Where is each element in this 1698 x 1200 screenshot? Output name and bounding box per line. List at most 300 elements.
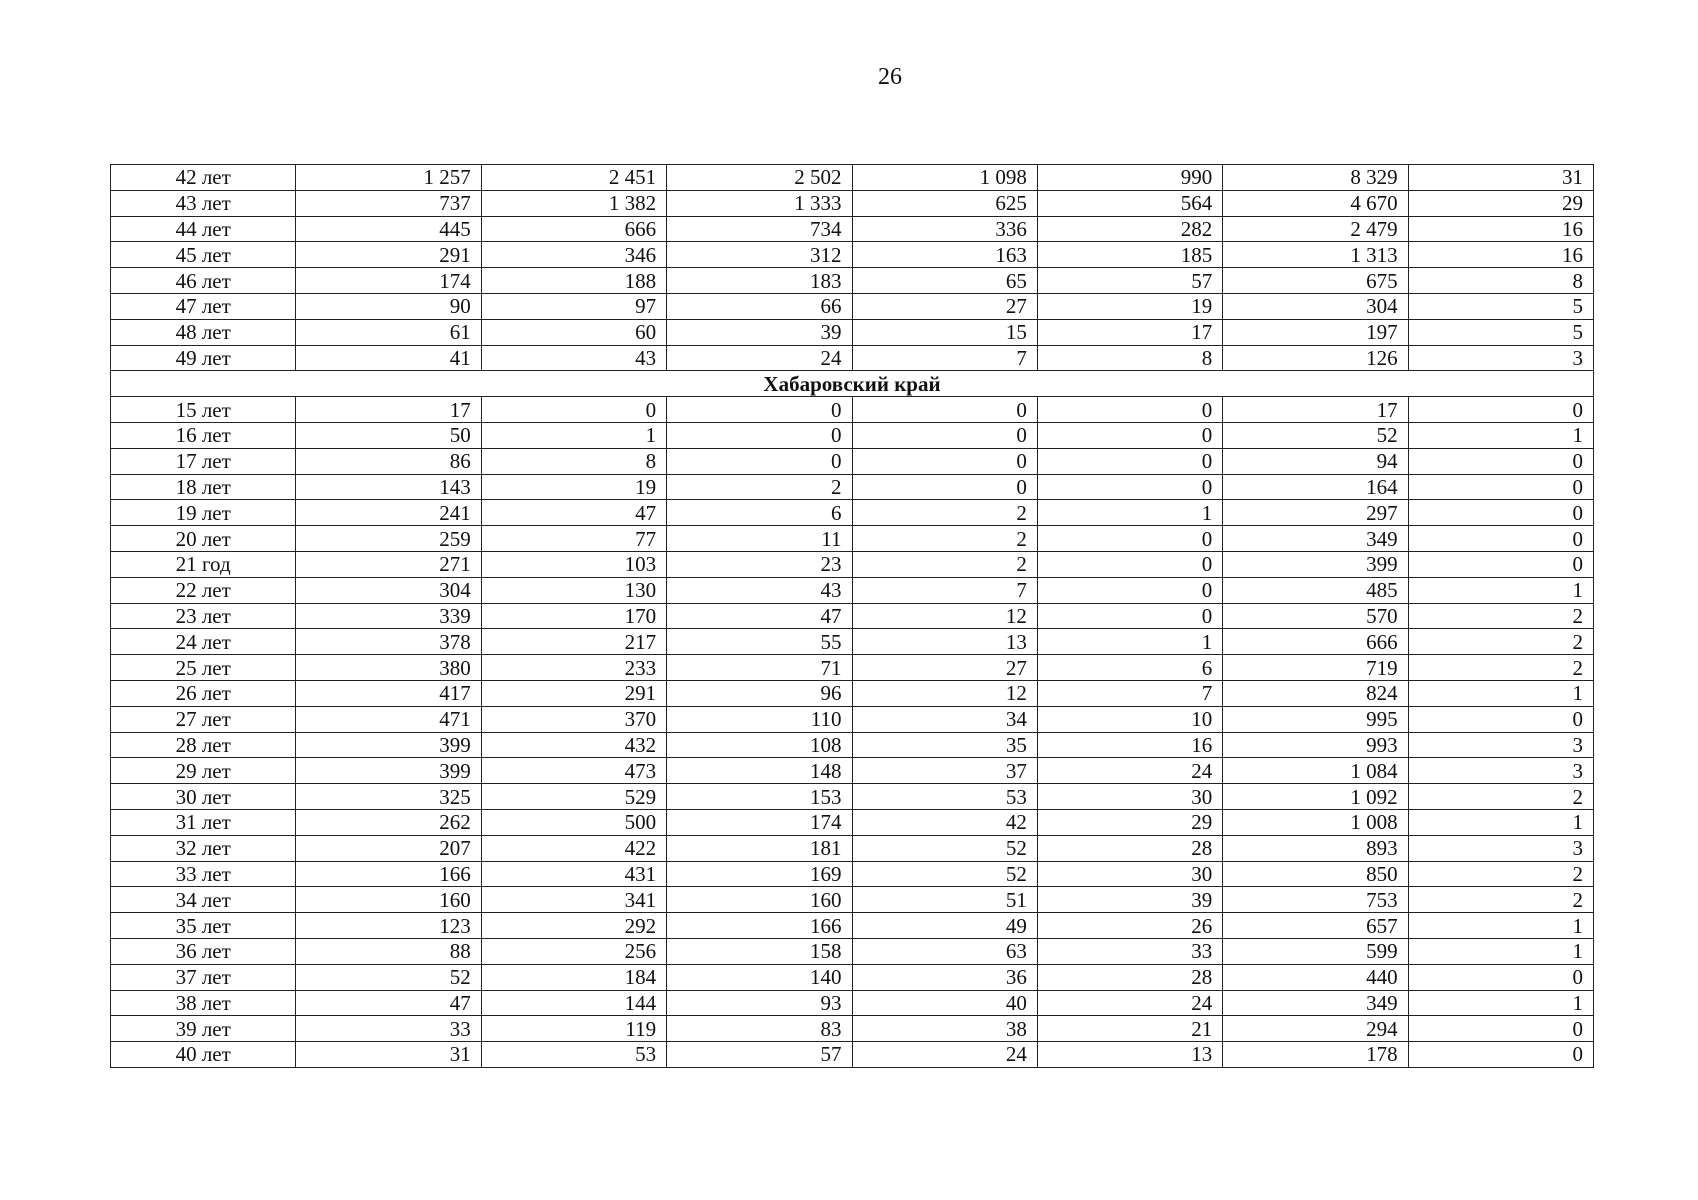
value-cell: 26 [1037, 913, 1222, 939]
value-cell: 990 [1037, 165, 1222, 191]
value-cell: 183 [667, 268, 852, 294]
age-cell: 15 лет [111, 397, 296, 423]
value-cell: 431 [481, 861, 666, 887]
age-cell: 43 лет [111, 190, 296, 216]
age-cell: 36 лет [111, 938, 296, 964]
value-cell: 31 [1408, 165, 1593, 191]
value-cell: 325 [296, 784, 481, 810]
age-cell: 38 лет [111, 990, 296, 1016]
value-cell: 217 [481, 629, 666, 655]
value-cell: 30 [1037, 784, 1222, 810]
value-cell: 0 [1408, 964, 1593, 990]
value-cell: 36 [852, 964, 1037, 990]
value-cell: 37 [852, 758, 1037, 784]
value-cell: 399 [296, 758, 481, 784]
value-cell: 47 [667, 603, 852, 629]
age-cell: 16 лет [111, 422, 296, 448]
value-cell: 160 [296, 887, 481, 913]
value-cell: 1 257 [296, 165, 481, 191]
age-cell: 44 лет [111, 216, 296, 242]
table-row [111, 293, 1594, 319]
value-cell: 256 [481, 938, 666, 964]
table-row [111, 216, 1594, 242]
value-cell: 271 [296, 551, 481, 577]
table-row [111, 629, 1594, 655]
value-cell: 119 [481, 1016, 666, 1042]
value-cell: 153 [667, 784, 852, 810]
value-cell: 17 [1037, 319, 1222, 345]
table-row [111, 268, 1594, 294]
value-cell: 339 [296, 603, 481, 629]
value-cell: 61 [296, 319, 481, 345]
value-cell: 370 [481, 706, 666, 732]
value-cell: 51 [852, 887, 1037, 913]
value-cell: 47 [481, 500, 666, 526]
value-cell: 1 092 [1223, 784, 1408, 810]
value-cell: 1 [1408, 577, 1593, 603]
value-cell: 564 [1037, 190, 1222, 216]
age-cell: 21 год [111, 551, 296, 577]
age-cell: 19 лет [111, 500, 296, 526]
value-cell: 170 [481, 603, 666, 629]
age-cell: 22 лет [111, 577, 296, 603]
value-cell: 1 098 [852, 165, 1037, 191]
value-cell: 43 [481, 345, 666, 371]
value-cell: 675 [1223, 268, 1408, 294]
table-row [111, 1042, 1594, 1068]
value-cell: 993 [1223, 732, 1408, 758]
age-cell: 47 лет [111, 293, 296, 319]
value-cell: 0 [852, 448, 1037, 474]
value-cell: 0 [1408, 526, 1593, 552]
value-cell: 4 670 [1223, 190, 1408, 216]
value-cell: 0 [667, 448, 852, 474]
value-cell: 86 [296, 448, 481, 474]
value-cell: 108 [667, 732, 852, 758]
value-cell: 160 [667, 887, 852, 913]
value-cell: 0 [1408, 448, 1593, 474]
value-cell: 529 [481, 784, 666, 810]
age-cell: 42 лет [111, 165, 296, 191]
table-row [111, 964, 1594, 990]
value-cell: 174 [667, 809, 852, 835]
value-cell: 33 [296, 1016, 481, 1042]
value-cell: 3 [1408, 732, 1593, 758]
value-cell: 96 [667, 680, 852, 706]
value-cell: 13 [852, 629, 1037, 655]
value-cell: 259 [296, 526, 481, 552]
value-cell: 378 [296, 629, 481, 655]
table-row [111, 835, 1594, 861]
value-cell: 346 [481, 242, 666, 268]
value-cell: 35 [852, 732, 1037, 758]
value-cell: 485 [1223, 577, 1408, 603]
value-cell: 12 [852, 680, 1037, 706]
value-cell: 666 [481, 216, 666, 242]
value-cell: 148 [667, 758, 852, 784]
value-cell: 40 [852, 990, 1037, 1016]
value-cell: 1 [1408, 422, 1593, 448]
value-cell: 43 [667, 577, 852, 603]
value-cell: 5 [1408, 293, 1593, 319]
age-cell: 46 лет [111, 268, 296, 294]
value-cell: 0 [1037, 448, 1222, 474]
value-cell: 164 [1223, 474, 1408, 500]
value-cell: 29 [1037, 809, 1222, 835]
value-cell: 850 [1223, 861, 1408, 887]
value-cell: 399 [1223, 551, 1408, 577]
value-cell: 0 [1037, 551, 1222, 577]
value-cell: 2 502 [667, 165, 852, 191]
statistics-table-container [110, 164, 1594, 1068]
age-cell: 39 лет [111, 1016, 296, 1042]
value-cell: 65 [852, 268, 1037, 294]
value-cell: 1 313 [1223, 242, 1408, 268]
value-cell: 0 [1037, 526, 1222, 552]
value-cell: 2 [667, 474, 852, 500]
value-cell: 33 [1037, 938, 1222, 964]
value-cell: 13 [1037, 1042, 1222, 1068]
value-cell: 2 [1408, 784, 1593, 810]
value-cell: 31 [296, 1042, 481, 1068]
value-cell: 336 [852, 216, 1037, 242]
value-cell: 312 [667, 242, 852, 268]
value-cell: 63 [852, 938, 1037, 964]
table-row [111, 500, 1594, 526]
value-cell: 52 [296, 964, 481, 990]
value-cell: 241 [296, 500, 481, 526]
value-cell: 349 [1223, 990, 1408, 1016]
age-cell: 48 лет [111, 319, 296, 345]
value-cell: 417 [296, 680, 481, 706]
value-cell: 2 [1408, 655, 1593, 681]
value-cell: 17 [296, 397, 481, 423]
age-cell: 29 лет [111, 758, 296, 784]
value-cell: 71 [667, 655, 852, 681]
age-cell: 32 лет [111, 835, 296, 861]
table-row [111, 242, 1594, 268]
value-cell: 16 [1408, 216, 1593, 242]
value-cell: 399 [296, 732, 481, 758]
value-cell: 24 [1037, 758, 1222, 784]
value-cell: 349 [1223, 526, 1408, 552]
value-cell: 16 [1037, 732, 1222, 758]
value-cell: 1 [1408, 990, 1593, 1016]
region-title: Хабаровский край [111, 371, 1594, 397]
value-cell: 21 [1037, 1016, 1222, 1042]
value-cell: 174 [296, 268, 481, 294]
value-cell: 30 [1037, 861, 1222, 887]
value-cell: 292 [481, 913, 666, 939]
value-cell: 0 [667, 397, 852, 423]
value-cell: 41 [296, 345, 481, 371]
value-cell: 2 [1408, 887, 1593, 913]
value-cell: 60 [481, 319, 666, 345]
age-cell: 18 лет [111, 474, 296, 500]
age-cell: 35 лет [111, 913, 296, 939]
value-cell: 97 [481, 293, 666, 319]
table-body [111, 165, 1594, 1068]
table-row [111, 448, 1594, 474]
age-cell: 26 лет [111, 680, 296, 706]
value-cell: 380 [296, 655, 481, 681]
value-cell: 1 [1408, 938, 1593, 964]
value-cell: 500 [481, 809, 666, 835]
value-cell: 1 333 [667, 190, 852, 216]
value-cell: 55 [667, 629, 852, 655]
value-cell: 28 [1037, 835, 1222, 861]
value-cell: 10 [1037, 706, 1222, 732]
value-cell: 0 [852, 422, 1037, 448]
table-row [111, 190, 1594, 216]
value-cell: 0 [1408, 706, 1593, 732]
value-cell: 294 [1223, 1016, 1408, 1042]
table-row [111, 345, 1594, 371]
age-cell: 24 лет [111, 629, 296, 655]
table-row [111, 680, 1594, 706]
value-cell: 185 [1037, 242, 1222, 268]
value-cell: 6 [1037, 655, 1222, 681]
age-cell: 25 лет [111, 655, 296, 681]
value-cell: 0 [1037, 603, 1222, 629]
value-cell: 291 [296, 242, 481, 268]
value-cell: 1 [1037, 500, 1222, 526]
value-cell: 995 [1223, 706, 1408, 732]
value-cell: 197 [1223, 319, 1408, 345]
value-cell: 737 [296, 190, 481, 216]
value-cell: 24 [667, 345, 852, 371]
value-cell: 657 [1223, 913, 1408, 939]
value-cell: 38 [852, 1016, 1037, 1042]
value-cell: 52 [1223, 422, 1408, 448]
value-cell: 23 [667, 551, 852, 577]
value-cell: 422 [481, 835, 666, 861]
value-cell: 893 [1223, 835, 1408, 861]
table-row [111, 397, 1594, 423]
value-cell: 7 [852, 577, 1037, 603]
value-cell: 17 [1223, 397, 1408, 423]
value-cell: 28 [1037, 964, 1222, 990]
value-cell: 29 [1408, 190, 1593, 216]
value-cell: 16 [1408, 242, 1593, 268]
value-cell: 0 [852, 397, 1037, 423]
statistics-table [110, 164, 1594, 1068]
value-cell: 3 [1408, 345, 1593, 371]
value-cell: 2 451 [481, 165, 666, 191]
value-cell: 666 [1223, 629, 1408, 655]
value-cell: 1 382 [481, 190, 666, 216]
value-cell: 0 [1037, 474, 1222, 500]
value-cell: 0 [1037, 577, 1222, 603]
value-cell: 1 [1408, 913, 1593, 939]
value-cell: 163 [852, 242, 1037, 268]
age-cell: 23 лет [111, 603, 296, 629]
value-cell: 0 [481, 397, 666, 423]
value-cell: 599 [1223, 938, 1408, 964]
value-cell: 49 [852, 913, 1037, 939]
value-cell: 140 [667, 964, 852, 990]
value-cell: 66 [667, 293, 852, 319]
value-cell: 8 [481, 448, 666, 474]
value-cell: 19 [1037, 293, 1222, 319]
value-cell: 103 [481, 551, 666, 577]
value-cell: 0 [667, 422, 852, 448]
value-cell: 1 [1408, 809, 1593, 835]
value-cell: 39 [667, 319, 852, 345]
age-cell: 33 лет [111, 861, 296, 887]
value-cell: 11 [667, 526, 852, 552]
value-cell: 90 [296, 293, 481, 319]
age-cell: 17 лет [111, 448, 296, 474]
value-cell: 1 [1408, 680, 1593, 706]
value-cell: 0 [1408, 1016, 1593, 1042]
table-row [111, 913, 1594, 939]
value-cell: 178 [1223, 1042, 1408, 1068]
table-row [111, 319, 1594, 345]
value-cell: 304 [296, 577, 481, 603]
value-cell: 2 [852, 551, 1037, 577]
value-cell: 158 [667, 938, 852, 964]
value-cell: 53 [481, 1042, 666, 1068]
value-cell: 734 [667, 216, 852, 242]
value-cell: 1 [1037, 629, 1222, 655]
age-cell: 40 лет [111, 1042, 296, 1068]
value-cell: 719 [1223, 655, 1408, 681]
value-cell: 233 [481, 655, 666, 681]
table-row [111, 474, 1594, 500]
value-cell: 0 [1408, 500, 1593, 526]
value-cell: 15 [852, 319, 1037, 345]
value-cell: 94 [1223, 448, 1408, 474]
value-cell: 34 [852, 706, 1037, 732]
table-row [111, 551, 1594, 577]
value-cell: 47 [296, 990, 481, 1016]
value-cell: 0 [852, 474, 1037, 500]
value-cell: 24 [1037, 990, 1222, 1016]
value-cell: 3 [1408, 758, 1593, 784]
value-cell: 42 [852, 809, 1037, 835]
value-cell: 282 [1037, 216, 1222, 242]
value-cell: 181 [667, 835, 852, 861]
region-header-row [111, 371, 1594, 397]
table-row [111, 1016, 1594, 1042]
table-row [111, 784, 1594, 810]
value-cell: 188 [481, 268, 666, 294]
value-cell: 8 [1037, 345, 1222, 371]
value-cell: 7 [852, 345, 1037, 371]
value-cell: 0 [1408, 551, 1593, 577]
value-cell: 2 [1408, 629, 1593, 655]
value-cell: 2 479 [1223, 216, 1408, 242]
table-row [111, 577, 1594, 603]
value-cell: 88 [296, 938, 481, 964]
value-cell: 1 008 [1223, 809, 1408, 835]
value-cell: 27 [852, 655, 1037, 681]
value-cell: 824 [1223, 680, 1408, 706]
value-cell: 143 [296, 474, 481, 500]
value-cell: 166 [296, 861, 481, 887]
table-row [111, 809, 1594, 835]
value-cell: 471 [296, 706, 481, 732]
age-cell: 28 лет [111, 732, 296, 758]
value-cell: 445 [296, 216, 481, 242]
value-cell: 3 [1408, 835, 1593, 861]
value-cell: 0 [1408, 397, 1593, 423]
value-cell: 2 [1408, 603, 1593, 629]
value-cell: 304 [1223, 293, 1408, 319]
value-cell: 169 [667, 861, 852, 887]
value-cell: 440 [1223, 964, 1408, 990]
table-row [111, 861, 1594, 887]
value-cell: 625 [852, 190, 1037, 216]
table-row [111, 706, 1594, 732]
age-cell: 45 лет [111, 242, 296, 268]
age-cell: 37 лет [111, 964, 296, 990]
value-cell: 0 [1037, 422, 1222, 448]
age-cell: 20 лет [111, 526, 296, 552]
value-cell: 1 [481, 422, 666, 448]
age-cell: 49 лет [111, 345, 296, 371]
table-row [111, 603, 1594, 629]
age-cell: 30 лет [111, 784, 296, 810]
value-cell: 7 [1037, 680, 1222, 706]
value-cell: 2 [852, 526, 1037, 552]
table-row [111, 990, 1594, 1016]
value-cell: 83 [667, 1016, 852, 1042]
value-cell: 126 [1223, 345, 1408, 371]
value-cell: 52 [852, 861, 1037, 887]
value-cell: 52 [852, 835, 1037, 861]
value-cell: 262 [296, 809, 481, 835]
page-number: 26 [878, 64, 902, 90]
value-cell: 570 [1223, 603, 1408, 629]
table-row [111, 887, 1594, 913]
table-row [111, 758, 1594, 784]
value-cell: 291 [481, 680, 666, 706]
age-cell: 34 лет [111, 887, 296, 913]
value-cell: 0 [1408, 1042, 1593, 1068]
value-cell: 297 [1223, 500, 1408, 526]
value-cell: 8 329 [1223, 165, 1408, 191]
value-cell: 473 [481, 758, 666, 784]
table-row [111, 165, 1594, 191]
value-cell: 50 [296, 422, 481, 448]
table-row [111, 938, 1594, 964]
value-cell: 93 [667, 990, 852, 1016]
table-row [111, 526, 1594, 552]
value-cell: 53 [852, 784, 1037, 810]
table-row [111, 732, 1594, 758]
value-cell: 77 [481, 526, 666, 552]
value-cell: 184 [481, 964, 666, 990]
value-cell: 110 [667, 706, 852, 732]
age-cell: 27 лет [111, 706, 296, 732]
value-cell: 166 [667, 913, 852, 939]
value-cell: 6 [667, 500, 852, 526]
value-cell: 130 [481, 577, 666, 603]
value-cell: 39 [1037, 887, 1222, 913]
table-row [111, 422, 1594, 448]
value-cell: 2 [852, 500, 1037, 526]
value-cell: 432 [481, 732, 666, 758]
value-cell: 57 [667, 1042, 852, 1068]
value-cell: 57 [1037, 268, 1222, 294]
age-cell: 31 лет [111, 809, 296, 835]
value-cell: 0 [1037, 397, 1222, 423]
value-cell: 207 [296, 835, 481, 861]
value-cell: 24 [852, 1042, 1037, 1068]
value-cell: 8 [1408, 268, 1593, 294]
